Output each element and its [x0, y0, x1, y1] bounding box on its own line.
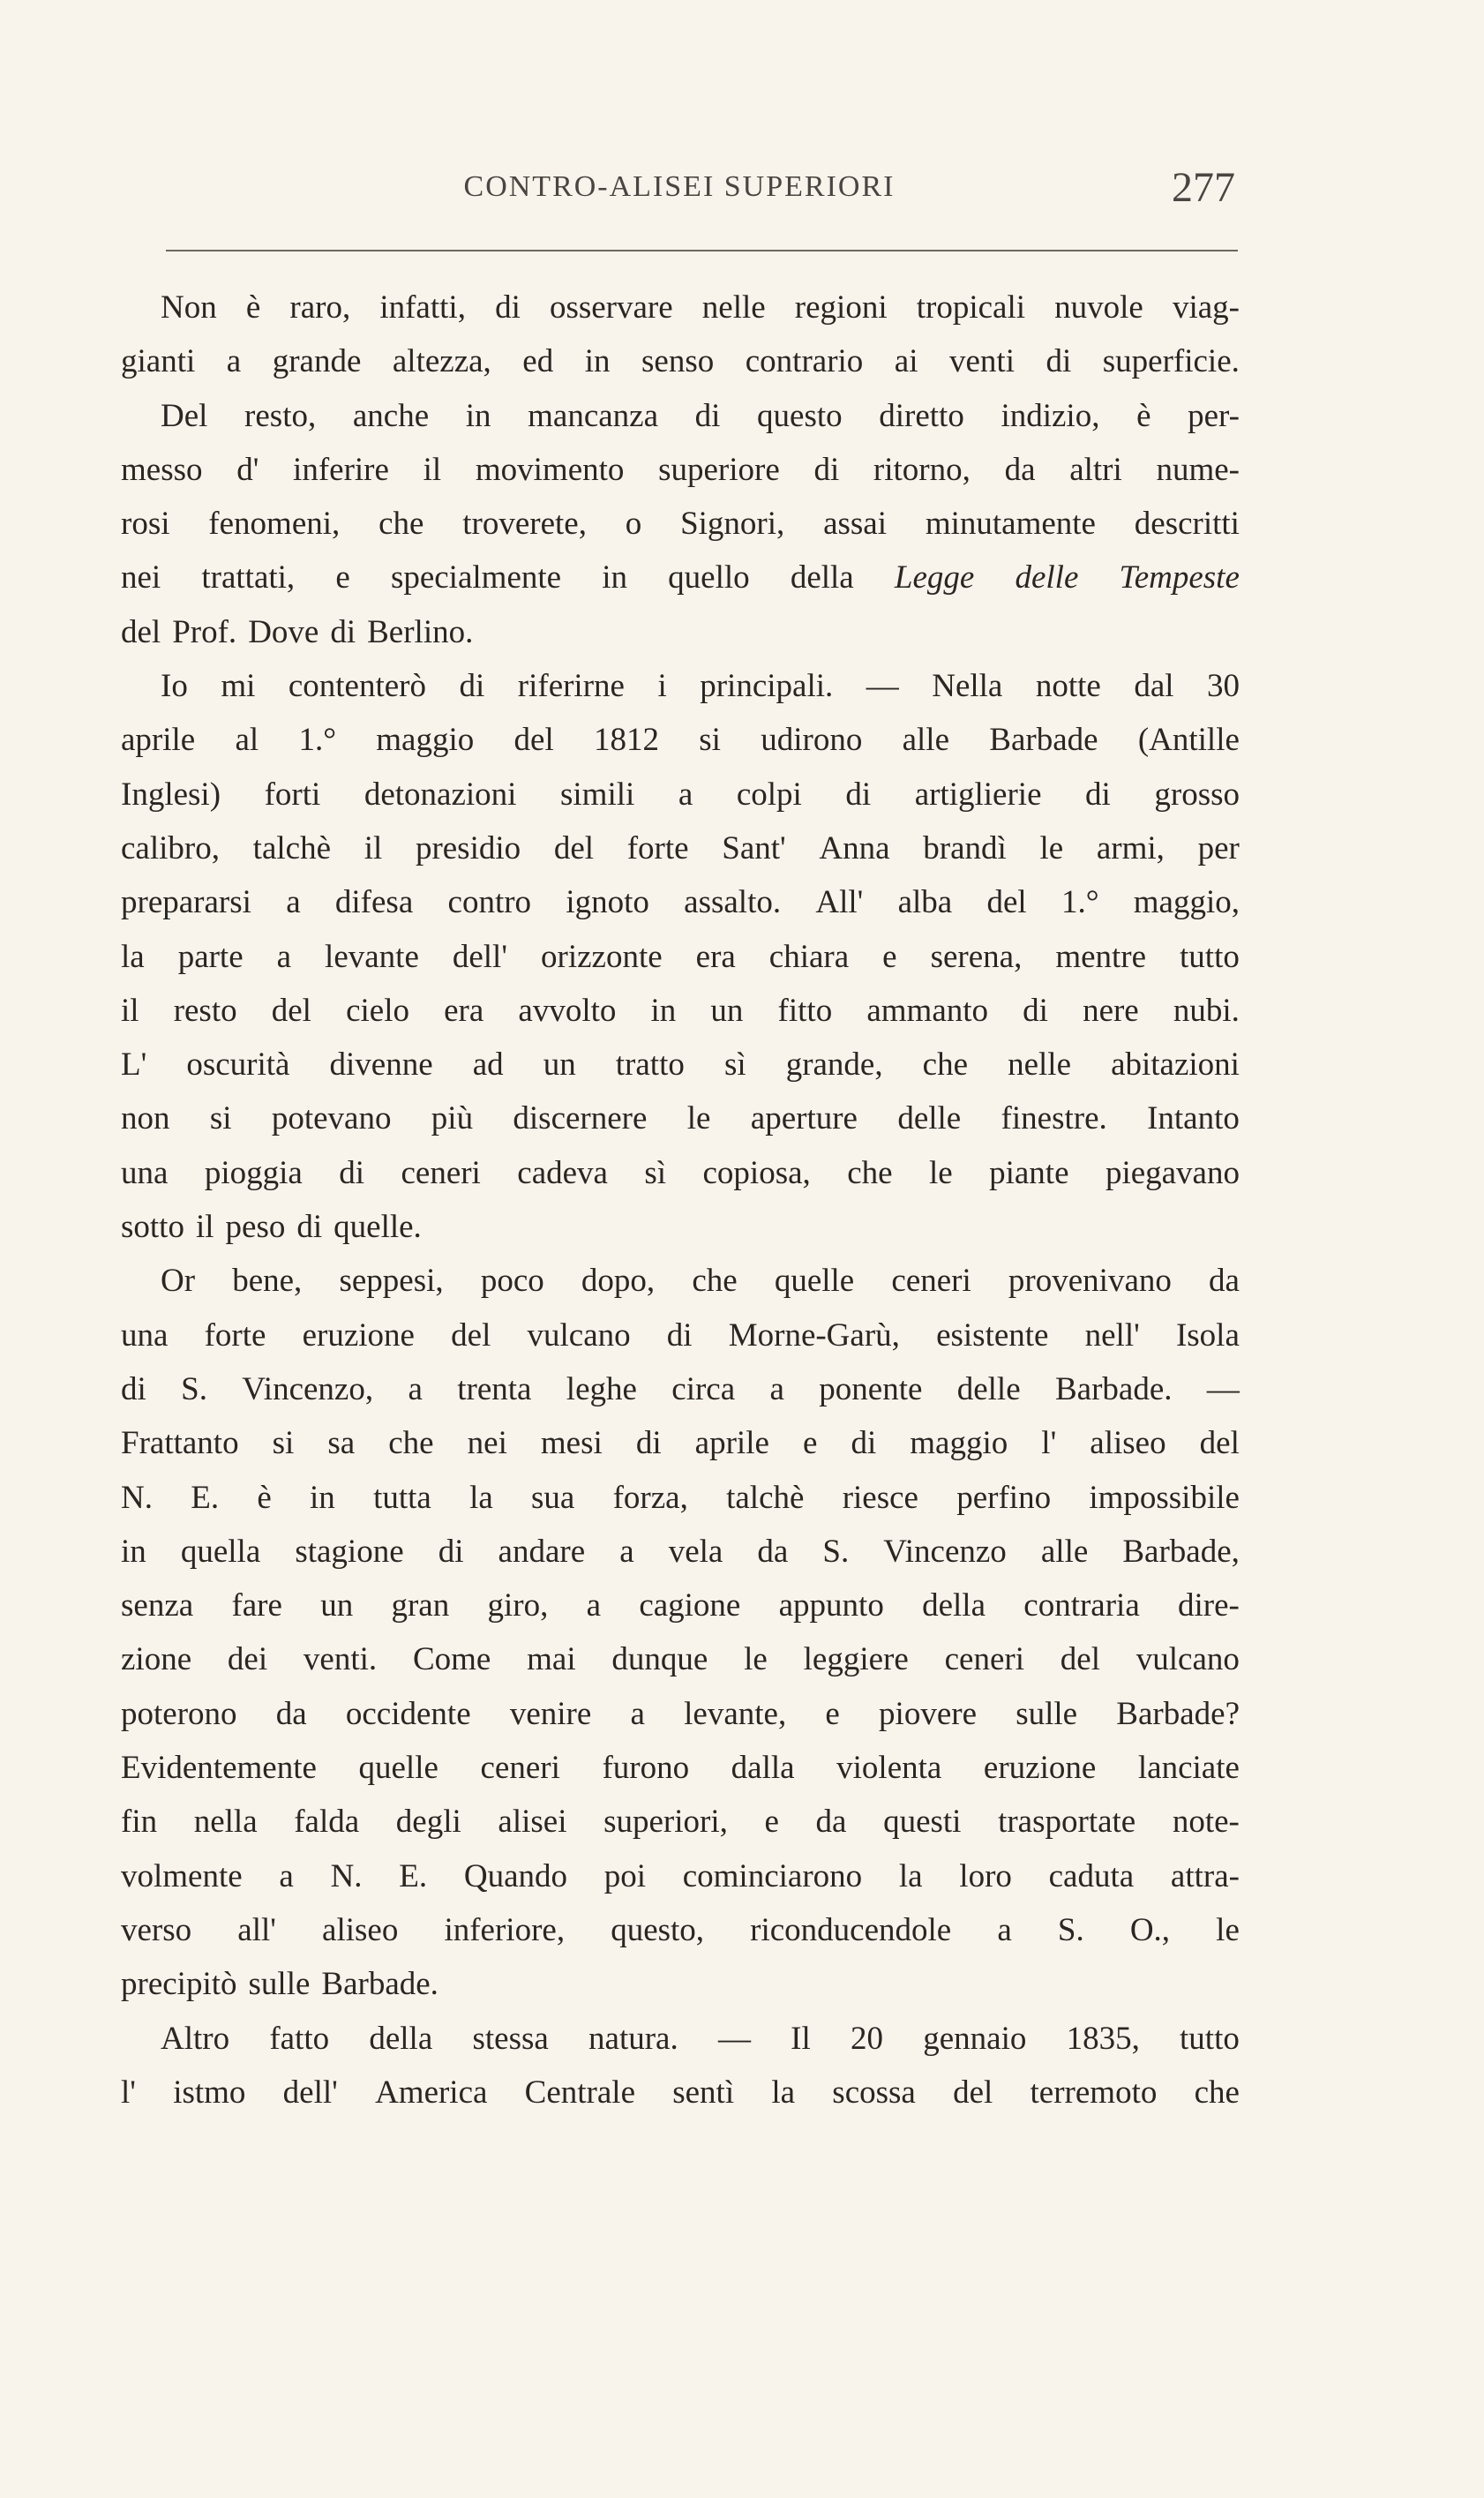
text-line: di S. Vincenzo, a trenta leghe circa a ponente delle Barbade. —	[121, 1370, 1240, 1407]
text-line: Frattanto si sa che nei mesi di aprile e di maggio l' aliseo del	[121, 1425, 1240, 1462]
text-line: verso all' aliseo inferiore, questo, riconducendole a S. O., le	[121, 1911, 1240, 1948]
text-line: Altro fatto della stessa natura. — Il 20 gennaio 1835, tutto	[161, 2020, 1240, 2057]
running-head	[124, 163, 1235, 216]
page-number: 277	[1172, 164, 1235, 211]
text-line: Or bene, seppesi, poco dopo, che quelle ceneri provenivano da	[161, 1263, 1240, 1300]
text-line: sotto il peso di quelle.	[121, 1209, 422, 1246]
text-line: Io mi contenterò di riferirne i principali. — Nella notte dal 30	[161, 668, 1240, 705]
text-line: poterono da occidente venire a levante, e piovere sulle Barbade?	[121, 1695, 1240, 1732]
text-line: Del resto, anche in mancanza di questo diretto indizio, è per-	[161, 397, 1240, 434]
text-line: in quella stagione di andare a vela da S. Vincenzo alle Barbade,	[121, 1533, 1240, 1570]
text-line: N. E. è in tutta la sua forza, talchè riesce perfino impossibile	[121, 1479, 1240, 1516]
header-rule	[166, 250, 1238, 251]
text-line: senza fare un gran giro, a cagione appunto della contraria dire-	[121, 1587, 1240, 1624]
body-text	[121, 281, 1240, 2119]
text-line: calibro, talchè il presidio del forte Sant' Anna brandì le armi, per	[121, 829, 1240, 866]
text-line: prepararsi a difesa contro ignoto assalto. All' alba del 1.° maggio,	[121, 884, 1240, 921]
text-line: fin nella falda degli alisei superiori, e da questi trasportate note-	[121, 1804, 1240, 1841]
text-line: il resto del cielo era avvolto in un fitto ammanto di nere nubi.	[121, 992, 1240, 1029]
text-line: nei trattati, e specialmente in quello della Legge delle Tempeste	[121, 559, 1240, 596]
text-line: Evidentemente quelle ceneri furono dalla violenta eruzione lanciate	[121, 1750, 1240, 1787]
text-line: aprile al 1.° maggio del 1812 si udirono alle Barbade (Antille	[121, 722, 1240, 759]
text-line: del Prof. Dove di Berlino.	[121, 613, 474, 650]
text-line: Non è raro, infatti, di osservare nelle regioni tropicali nuvole viag-	[161, 289, 1240, 326]
text-line: non si potevano più discernere le aperture delle finestre. Intanto	[121, 1100, 1240, 1137]
text-line: precipitò sulle Barbade.	[121, 1966, 438, 2003]
text-line: la parte a levante dell' orizzonte era chiara e serena, mentre tutto	[121, 938, 1240, 975]
running-head-title: CONTRO-ALISEI SUPERIORI	[463, 170, 896, 203]
text-line: L' oscurità divenne ad un tratto sì grande, che nelle abitazioni	[121, 1046, 1240, 1084]
text-line: zione dei venti. Come mai dunque le leggiere ceneri del vulcano	[121, 1641, 1240, 1678]
text-line: l' istmo dell' America Centrale sentì la scossa del terremoto che	[121, 2074, 1240, 2111]
text-line: una pioggia di ceneri cadeva sì copiosa, che le piante piegavano	[121, 1154, 1240, 1191]
text-line: Inglesi) forti detonazioni simili a colpi di artiglierie di grosso	[121, 776, 1240, 813]
text-line: messo d' inferire il movimento superiore di ritorno, da altri nume-	[121, 451, 1240, 488]
text-line: rosi fenomeni, che troverete, o Signori, assai minutamente descritti	[121, 506, 1240, 543]
text-line: gianti a grande altezza, ed in senso contrario ai venti di superficie.	[121, 343, 1240, 380]
text-line: una forte eruzione del vulcano di Morne-Garù, esistente nell' Isola	[121, 1317, 1240, 1354]
text-line: volmente a N. E. Quando poi cominciarono la loro caduta attra-	[121, 1857, 1240, 1894]
